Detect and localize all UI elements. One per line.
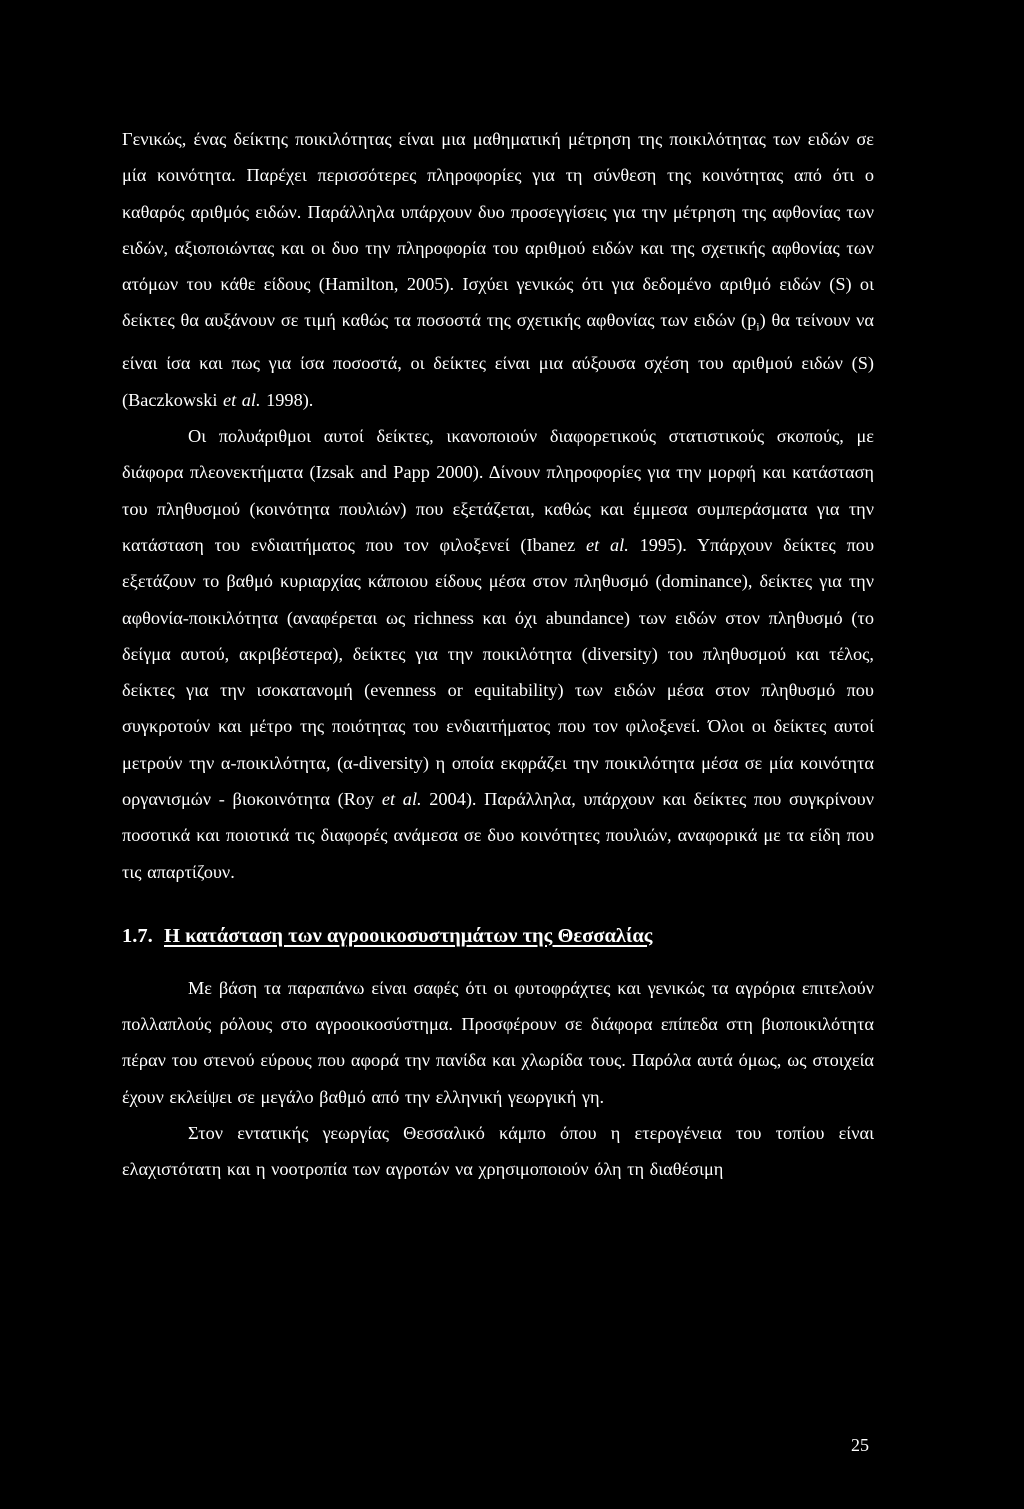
document-page: [122, 121, 874, 1188]
text-run: Γενικώς, ένας δείκτης ποικιλότητας είναι μια μαθηματική μέτρηση της ποικιλότητας των ειδών σε μία κοινότητα. Παρέχει περισσότερες πληροφορίες για τη σύνθεση της κοινότητας από ότι ο καθαρός αριθμός ειδών. Παράλληλα υπάρχουν δυο προσεγγίσεις για την μέτρηση της αφθονίας των ειδών, αξιοποιώντας και οι δυο την πληροφορία του αριθμού ειδών και της σχετικής αφθονίας των ατόμων του κάθε είδους (Hamilton, 2005). Ισχύει γενικώς ότι για δεδομένο αριθμό ειδών (S) οι δείκτες θα αυξάνουν σε τιμή καθώς τα ποσοστά της σχετικής αφθονίας των ειδών (p: [122, 129, 874, 331]
text-run: ) θα τείνουν να είναι ίσα και πως για ίσα ποσοστά, οι δείκτες είναι μια αύξουσα σχέση του αριθμού ειδών (S) (Baczkowski: [122, 310, 874, 410]
subscript: i: [756, 320, 760, 335]
paragraph-hedgerows: Με βάση τα παραπάνω είναι σαφές ότι οι φυτοφράχτες και γενικώς τα αγρόρια επιτελούν πολλαπλούς ρόλους στο αγροοικοσύστημα. Προσφέρουν σε διάφορα επίπεδα στη βιοποικιλότητα πέραν του στενού εύρους που αφορά την πανίδα και χλωρίδα τους. Παρόλα αυτά όμως, ως στοιχεία έχουν εκλείψει σε μεγάλο βαθμό από την ελληνική γεωργική γη.: [122, 977, 874, 1107]
page-number: 25: [851, 1435, 869, 1455]
paragraph-indices-purposes: [122, 418, 874, 890]
section-number: 1.7.: [122, 924, 153, 947]
section-title: Η κατάσταση των αγροοικοσυστημάτων της Θεσσαλίας: [164, 924, 653, 947]
text-run: Οι πολυάριθμοι αυτοί δείκτες, ικανοποιούν διαφορετικούς στατιστικούς σκοπούς, με διάφορα πλεονεκτήματα (Izsak and Papp 2000). Δίνουν πληροφορίες για την μορφή και κατάσταση του πληθυσμού (κοινότητα πουλιών) που εξετάζεται, καθώς και έμμεσα συμπεράσματα για την κατάσταση του ενδιαιτήματος που τον φιλοξενεί (Ibanez: [122, 426, 874, 555]
italic-citation: et al.: [223, 389, 261, 410]
section-heading: [122, 918, 874, 954]
paragraph-thessaly-plain: Στον εντατικής γεωργίας Θεσσαλικό κάμπο όπου η ετερογένεια του τοπίου είναι ελαχιστότατη και η νοοτροπία των αγροτών να χρησιμοποιούν όλη τη διαθέσιμη: [122, 1123, 874, 1180]
italic-citation: et al.: [586, 534, 629, 555]
text-run: 1998).: [260, 389, 314, 410]
paragraph-diversity-index: [122, 121, 874, 418]
italic-citation: et al.: [381, 789, 422, 809]
text-run: 1995). Υπάρχουν δείκτες που εξετάζουν το βαθμό κυριαρχίας κάποιου είδους μέσα στον πληθυσμό (dominance), δείκτες για την αφθονία-ποικιλότητα (αναφέρεται ως richness και όχι abundance) των ειδών στον πληθυσμό (το δείγμα αυτού, ακριβέστερα), δείκτες για την ποικιλότητα (diversity) του πληθυσμού και τέλος, δείκτες για την ισοκατανομή (evenness or equitability) των ειδών μέσα στον πληθυσμό που συγκροτούν και μέτρο της ποιότητας του ενδιαιτήματος που τον φιλοξενεί. Όλοι οι δείκτες αυτοί μετρούν την α-ποικιλότητα, (α-diversity) η οποία εκφράζει την ποικιλότητα μέσα σε μία κοινότητα οργανισμών - βιοκοινότητα (Roy: [122, 534, 874, 809]
text-run: 2004). Παράλληλα, υπάρχουν και δείκτες που συγκρίνουν ποσοτικά και ποιοτικά τις διαφορές ανάμεσα σε δυο κοινότητες πουλιών, αναφορικά με τα είδη που τις απαρτίζουν.: [122, 789, 874, 882]
